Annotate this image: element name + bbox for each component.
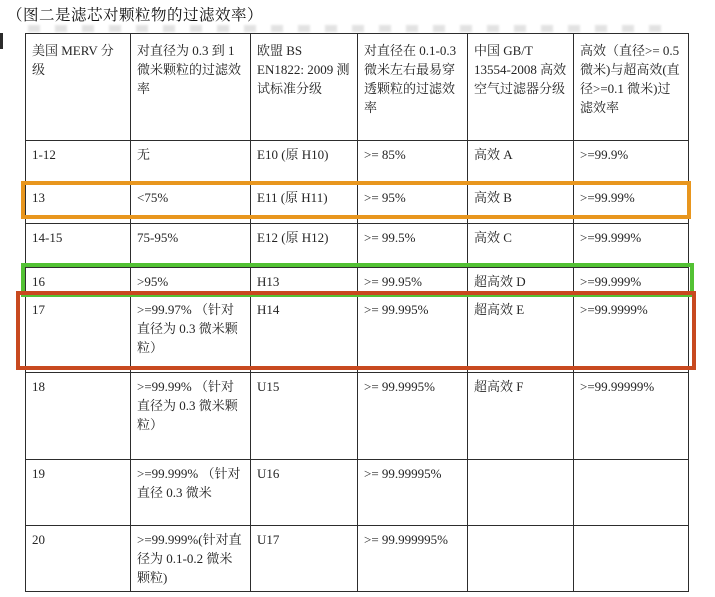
table-row [26, 224, 689, 268]
cell: U15 [251, 373, 358, 460]
column-header-merv: 美国 MERV 分级 [26, 34, 131, 141]
cell: >=99.999% [574, 224, 689, 268]
table-row [26, 141, 689, 184]
cell: >95% [131, 268, 251, 296]
cell: H13 [251, 268, 358, 296]
column-header-merv-efficiency: 对直径为 0.3 到 1 微米颗粒的过滤效率 [131, 34, 251, 141]
cell: >= 85% [358, 141, 468, 184]
scan-smudge-artifact [28, 25, 673, 32]
filter-efficiency-table [25, 33, 689, 592]
cell: H14 [251, 296, 358, 373]
cell: >=99.99% [574, 184, 689, 224]
cell: 18 [26, 373, 131, 460]
cell: >=99.99999% [574, 373, 689, 460]
table-header-row [26, 34, 689, 141]
cell: >= 99.999995% [358, 526, 468, 592]
column-header-mpps-efficiency: 对直径在 0.1-0.3 微米左右最易穿透颗粒的过滤效率 [358, 34, 468, 141]
cell: >=99.97% （针对直径为 0.3 微米颗粒） [131, 296, 251, 373]
cell: 高效 B [468, 184, 574, 224]
cell [468, 526, 574, 592]
table-row [26, 373, 689, 460]
cell: E10 (原 H10) [251, 141, 358, 184]
cell [574, 460, 689, 526]
cell: >= 95% [358, 184, 468, 224]
cell: 1-12 [26, 141, 131, 184]
cell: 17 [26, 296, 131, 373]
figure-caption: （图二是滤芯对颗粒物的过滤效率） [7, 7, 264, 24]
cell: 高效 C [468, 224, 574, 268]
cell: E11 (原 H11) [251, 184, 358, 224]
cell: >= 99.99995% [358, 460, 468, 526]
table-row [26, 460, 689, 526]
table-row [26, 526, 689, 592]
column-header-hepa-ulpa-efficiency: 高效（直径>= 0.5 微米)与超高效(直径>=0.1 微米)过滤效率 [574, 34, 689, 141]
cell: >=99.9% [574, 141, 689, 184]
cell: >= 99.995% [358, 296, 468, 373]
cell: >= 99.95% [358, 268, 468, 296]
cell: >= 99.9995% [358, 373, 468, 460]
cell: U17 [251, 526, 358, 592]
cell: >= 99.5% [358, 224, 468, 268]
cell: >=99.9999% [574, 296, 689, 373]
cell: U16 [251, 460, 358, 526]
table-row [26, 296, 689, 373]
cell: >=99.999%(针对直径为 0.1-0.2 微米颗粒) [131, 526, 251, 592]
cell: 14-15 [26, 224, 131, 268]
cell: >=99.999% [574, 268, 689, 296]
cell: >=99.99% （针对直径为 0.3 微米颗粒） [131, 373, 251, 460]
table-row [26, 184, 689, 224]
cell: 无 [131, 141, 251, 184]
cell: 20 [26, 526, 131, 592]
cell [574, 526, 689, 592]
table-row [26, 268, 689, 296]
column-header-en1822: 欧盟 BS EN1822: 2009 测试标准分级 [251, 34, 358, 141]
cell: 16 [26, 268, 131, 296]
cell: 13 [26, 184, 131, 224]
cell: 超高效 E [468, 296, 574, 373]
cell: >=99.999% （针对直径 0.3 微米 [131, 460, 251, 526]
cell [468, 460, 574, 526]
column-header-gbt: 中国 GB/T 13554-2008 高效空气过滤器分级 [468, 34, 574, 141]
cell: <75% [131, 184, 251, 224]
cell: 高效 A [468, 141, 574, 184]
cell: 超高效 F [468, 373, 574, 460]
cell: 19 [26, 460, 131, 526]
cell: 超高效 D [468, 268, 574, 296]
cell: E12 (原 H12) [251, 224, 358, 268]
scan-edge-artifact [0, 33, 3, 49]
cell: 75-95% [131, 224, 251, 268]
